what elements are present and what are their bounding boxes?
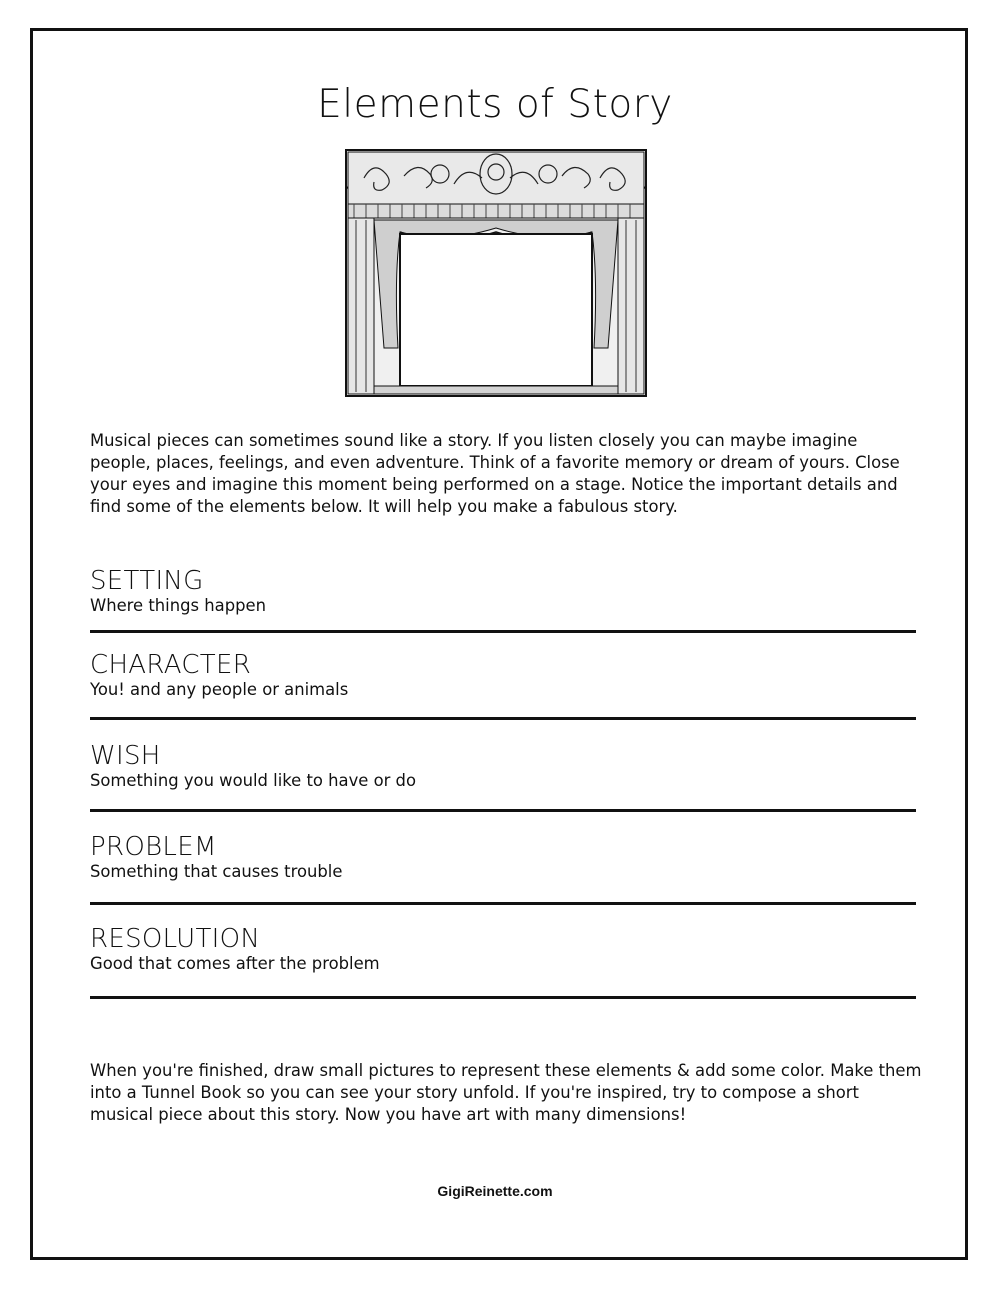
- element-heading: PROBLEM: [90, 832, 217, 862]
- element-problem: [90, 832, 915, 882]
- element-character: [90, 650, 915, 700]
- element-heading: RESOLUTION: [90, 924, 261, 954]
- element-heading: WISH: [90, 741, 161, 771]
- element-description: Where things happen: [90, 596, 266, 615]
- element-heading: SETTING: [90, 566, 204, 596]
- element-description: Good that comes after the problem: [90, 954, 380, 973]
- element-heading: CHARACTER: [90, 650, 252, 680]
- writing-line: [90, 630, 916, 633]
- writing-line: [90, 902, 916, 905]
- intro-paragraph: Musical pieces can sometimes sound like a story. If you listen closely you can maybe imagine people, places, feelings, and even adventure. Think of a favorite memory or dream of yours. Close your eyes and imagine this moment being performed on a stage. Notice the important details and find some of the elements below. It will help you make a fabulous story.: [90, 431, 900, 516]
- theater-stage-illustration: [344, 148, 648, 398]
- footer-website: GigiReinette.com: [437, 1183, 553, 1199]
- page-title: Elements of Story: [317, 82, 673, 127]
- element-resolution: [90, 924, 915, 974]
- element-description: You! and any people or animals: [90, 680, 349, 699]
- element-wish: [90, 741, 915, 791]
- writing-line: [90, 809, 916, 812]
- element-setting: [90, 566, 915, 616]
- writing-line: [90, 996, 916, 999]
- outro-paragraph: When you're finished, draw small pictures to represent these elements & add some color. Make them into a Tunnel Book so you can see your story unfold. If you're inspired, try to compose a short musical piece about this story. Now you have art with many dimensions!: [90, 1061, 922, 1124]
- writing-line: [90, 717, 916, 720]
- element-description: Something you would like to have or do: [90, 771, 416, 790]
- element-description: Something that causes trouble: [90, 862, 343, 881]
